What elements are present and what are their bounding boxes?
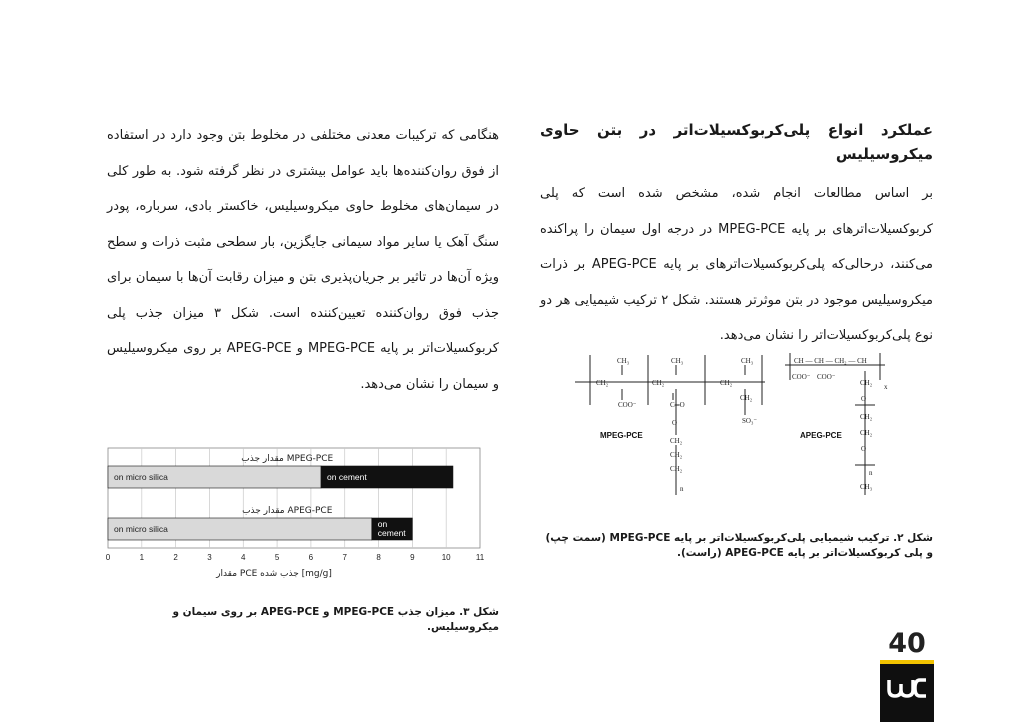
apeg-label: APEG-PCE: [800, 431, 842, 440]
page-number: 40: [888, 628, 926, 659]
publisher-logo: [880, 660, 934, 722]
logo-mark-icon: [880, 664, 934, 722]
svg-text:COO⁻: COO⁻: [817, 373, 836, 381]
figure-2-caption: شکل ۲. ترکیب شیمیایی پلی‌کربوکسیلات‌اتر بر پایه MPEG-PCE (سمت چپ) و پلی کربوکسیلات‌اتر بر پایه APEG-PCE (راست).: [545, 532, 933, 559]
svg-text:CH₃: CH₃: [741, 357, 754, 365]
x-tick-label: 6: [308, 553, 314, 562]
svg-text:COO⁻: COO⁻: [792, 373, 811, 381]
mpeg-label: MPEG-PCE: [600, 431, 643, 440]
x-axis-label: مقدار PCE جذب شده [mg/g]: [216, 569, 332, 579]
svg-text:CH₃: CH₃: [860, 483, 873, 491]
svg-text:O: O: [861, 445, 867, 453]
svg-text:n: n: [869, 469, 873, 477]
svg-text:CH₂: CH₂: [670, 451, 683, 459]
svg-text:x: x: [884, 383, 888, 391]
x-tick-label: 7: [342, 553, 347, 562]
figure-3-caption: شکل ۳. میزان جذب MPEG-PCE و APEG-PCE بر روی سیمان و میکروسیلیس.: [172, 606, 499, 633]
svg-text:O: O: [672, 419, 678, 427]
bar-group-title: مقدار جذب MPEG-PCE: [241, 454, 334, 464]
left-column: [107, 118, 499, 402]
left-paragraph: هنگامی که ترکیبات معدنی مختلفی در مخلوط بتن وجود دارد در استفاده از فوق روان‌کننده‌ها باید عوامل بیشتری در نظر گرفته شود. به طور کلی در سیمان‌های مخلوط حاوی میکروسیلیس، خاکستر بادی، سرباره، پودر سنگ آهک یا سایر مواد سیمانی جایگزین، بار سطحی مثبت ذرات و سطح ویژه آن‌ها در تاثیر بر جریان‌پذیری بتن و میزان رقابت آن‌ها با سیمان برای جذب فوق روان‌کننده تعیین‌کننده است. شکل ۳ میزان جذب پلی کربوکسیلات‌اتر بر پایه MPEG-PCE و APEG-PCE بر روی میکروسیلیس و سیمان را نشان می‌دهد.: [107, 128, 499, 392]
section-title: عملکرد انواع پلی‌کربوکسیلات‌اتر در بتن حاوی میکروسیلیس: [540, 121, 933, 163]
svg-text:CH₂: CH₂: [720, 379, 733, 387]
bar-group-title: مقدار جذب APEG-PCE: [242, 506, 333, 516]
x-tick-label: 10: [441, 553, 451, 562]
svg-text:CH₂: CH₂: [860, 413, 873, 421]
bar-segment-label: cement: [377, 528, 406, 538]
svg-text:CH₂: CH₂: [670, 437, 683, 445]
x-tick-label: 5: [274, 553, 280, 562]
x-tick-label: 8: [376, 553, 381, 562]
svg-text:SO₃⁻: SO₃⁻: [742, 417, 758, 425]
svg-text:CH₂: CH₂: [740, 394, 753, 402]
svg-text:CH₂: CH₂: [652, 379, 665, 387]
bar-segment-label: on micro silica: [114, 472, 168, 482]
x-tick-label: 9: [410, 553, 415, 562]
right-paragraph: بر اساس مطالعات انجام شده، مشخص شده است که پلی کربوکسیلات‌اترهای بر پایه MPEG-PCE در درجه اول سیمان را پراکنده می‌کنند، درحالی‌که پلی‌کربوکسیلات‌اترهای بر پایه APEG-PCE بر ذرات میکروسیلیس موجود در بتن موثرتر هستند. شکل ۲ ترکیب شیمیایی هر دو نوع پلی‌کربوکسیلات‌اتر را نشان می‌دهد.: [540, 186, 933, 343]
svg-text:COO⁻: COO⁻: [618, 401, 637, 409]
x-tick-label: 1: [139, 553, 145, 562]
svg-text:CH — CH — CH₂ — CH: CH — CH — CH₂ — CH: [794, 357, 867, 365]
svg-text:n: n: [680, 485, 684, 493]
bar-segment-label: on micro silica: [114, 524, 168, 534]
svg-text:CH₂: CH₂: [860, 429, 873, 437]
adsorption-chart: [100, 440, 500, 590]
x-tick-label: 3: [207, 553, 212, 562]
svg-text:CH₂: CH₂: [596, 379, 609, 387]
svg-text:CH₂: CH₂: [860, 379, 873, 387]
svg-text:CH₃: CH₃: [671, 357, 684, 365]
svg-text:CH₃: CH₃: [617, 357, 630, 365]
chemical-structure-figure: [570, 345, 900, 495]
bar-segment-label: on: [377, 519, 388, 529]
x-tick-label: 2: [173, 553, 178, 562]
right-column: [540, 118, 933, 354]
x-tick-label: 11: [475, 553, 485, 562]
x-tick-label: 4: [241, 553, 246, 562]
svg-text:CH₂: CH₂: [670, 465, 683, 473]
svg-text:O: O: [861, 395, 867, 403]
svg-text:C═O: C═O: [670, 401, 685, 409]
x-tick-label: 0: [105, 553, 111, 562]
bar-segment-label: on cement: [327, 472, 367, 482]
